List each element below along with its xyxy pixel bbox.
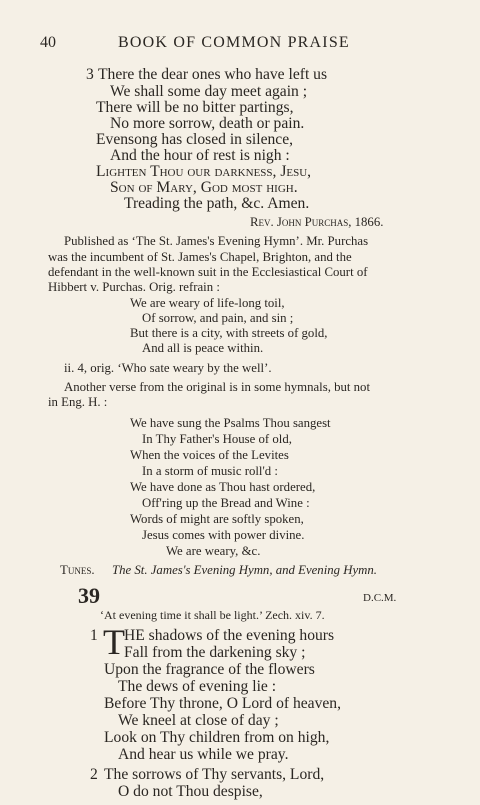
note-line: in Eng. H. : xyxy=(48,395,108,409)
note-line: Published as ‘The St. James's Evening Hymn’. Mr. Purchas xyxy=(64,234,369,248)
refrain-line: We are weary of life-long toil, xyxy=(130,296,285,310)
drop-cap: T xyxy=(103,622,125,662)
quoted-verse-line: We have sung the Psalms Thou sangest xyxy=(130,416,331,430)
tunes-label: Tunes. xyxy=(60,563,95,577)
quoted-verse-line: In Thy Father's House of old, xyxy=(142,432,292,446)
note-line: Hibbert v. Purchas. Orig. refrain : xyxy=(48,280,220,294)
verse-line: Evensong has closed in silence, xyxy=(96,131,294,148)
quoted-verse-line: Words of might are softly spoken, xyxy=(130,512,304,526)
verse-line: There the dear ones who have left us xyxy=(98,66,328,83)
refrain-line: And all is peace within. xyxy=(142,341,264,355)
verse-line: Fall from the darkening sky ; xyxy=(124,644,306,661)
hymn-number: 39 xyxy=(78,583,100,608)
author-attribution: Rev. John Purchas, 1866. xyxy=(250,215,384,229)
note-line: defendant in the well-known suit in the Ecclesiastical Court of xyxy=(48,265,368,279)
verse-line: We kneel at close of day ; xyxy=(118,712,279,729)
verse-line: The sorrows of Thy servants, Lord, xyxy=(104,766,325,783)
tunes-text: The St. James's Evening Hymn, and Evening Hymn. xyxy=(112,563,378,577)
verse-line: And hear us while we pray. xyxy=(118,746,289,763)
hymn-meter: D.C.M. xyxy=(363,592,397,604)
verse-line: HE shadows of the evening hours xyxy=(124,627,335,644)
stanza-number: 2 xyxy=(90,766,98,783)
quoted-verse-line: In a storm of music roll'd : xyxy=(142,464,278,478)
verse-line: Look on Thy children from on high, xyxy=(104,729,330,746)
quoted-verse-line: We have done as Thou hast ordered, xyxy=(130,480,316,494)
note-line: was the incumbent of St. James's Chapel, Brighton, and the xyxy=(48,250,352,264)
quoted-verse-line: Off'ring up the Bread and Wine : xyxy=(142,496,310,510)
refrain-line: But there is a city, with streets of gold, xyxy=(130,326,328,340)
verse-line: There will be no bitter partings, xyxy=(96,99,294,116)
verse-line: Lighten Thou our darkness, Jesu, xyxy=(96,163,312,180)
verse-line: The dews of evening lie : xyxy=(118,678,277,695)
refrain-line: Of sorrow, and pain, and sin ; xyxy=(142,311,294,325)
quoted-verse-line: We are weary, &c. xyxy=(166,544,261,558)
verse-line: We shall some day meet again ; xyxy=(110,83,308,100)
verse-line: Before Thy throne, O Lord of heaven, xyxy=(104,695,342,712)
note-line: Another verse from the original is in some hymnals, but not xyxy=(64,380,371,394)
verse-line: And the hour of rest is nigh : xyxy=(110,147,290,164)
verse-line: Upon the fragrance of the flowers xyxy=(104,661,315,678)
verse-line: O do not Thou despise, xyxy=(118,783,263,800)
epigraph: ‘At evening time it shall be light.’ Zech. xiv. 7. xyxy=(100,608,325,622)
page-number: 40 xyxy=(40,34,56,51)
stanza-number: 3 xyxy=(86,66,94,83)
quoted-verse-line: When the voices of the Levites xyxy=(130,448,289,462)
verse-line: No more sorrow, death or pain. xyxy=(110,115,305,132)
running-title: BOOK OF COMMON PRAISE xyxy=(118,34,350,51)
stanza-number: 1 xyxy=(90,627,98,644)
verse-line: Treading the path, &c. Amen. xyxy=(124,195,310,212)
note-line: ii. 4, orig. ‘Who sate weary by the well’. xyxy=(64,361,272,375)
verse-line: Son of Mary, God most high. xyxy=(110,179,298,196)
quoted-verse-line: Jesus comes with power divine. xyxy=(142,528,305,542)
